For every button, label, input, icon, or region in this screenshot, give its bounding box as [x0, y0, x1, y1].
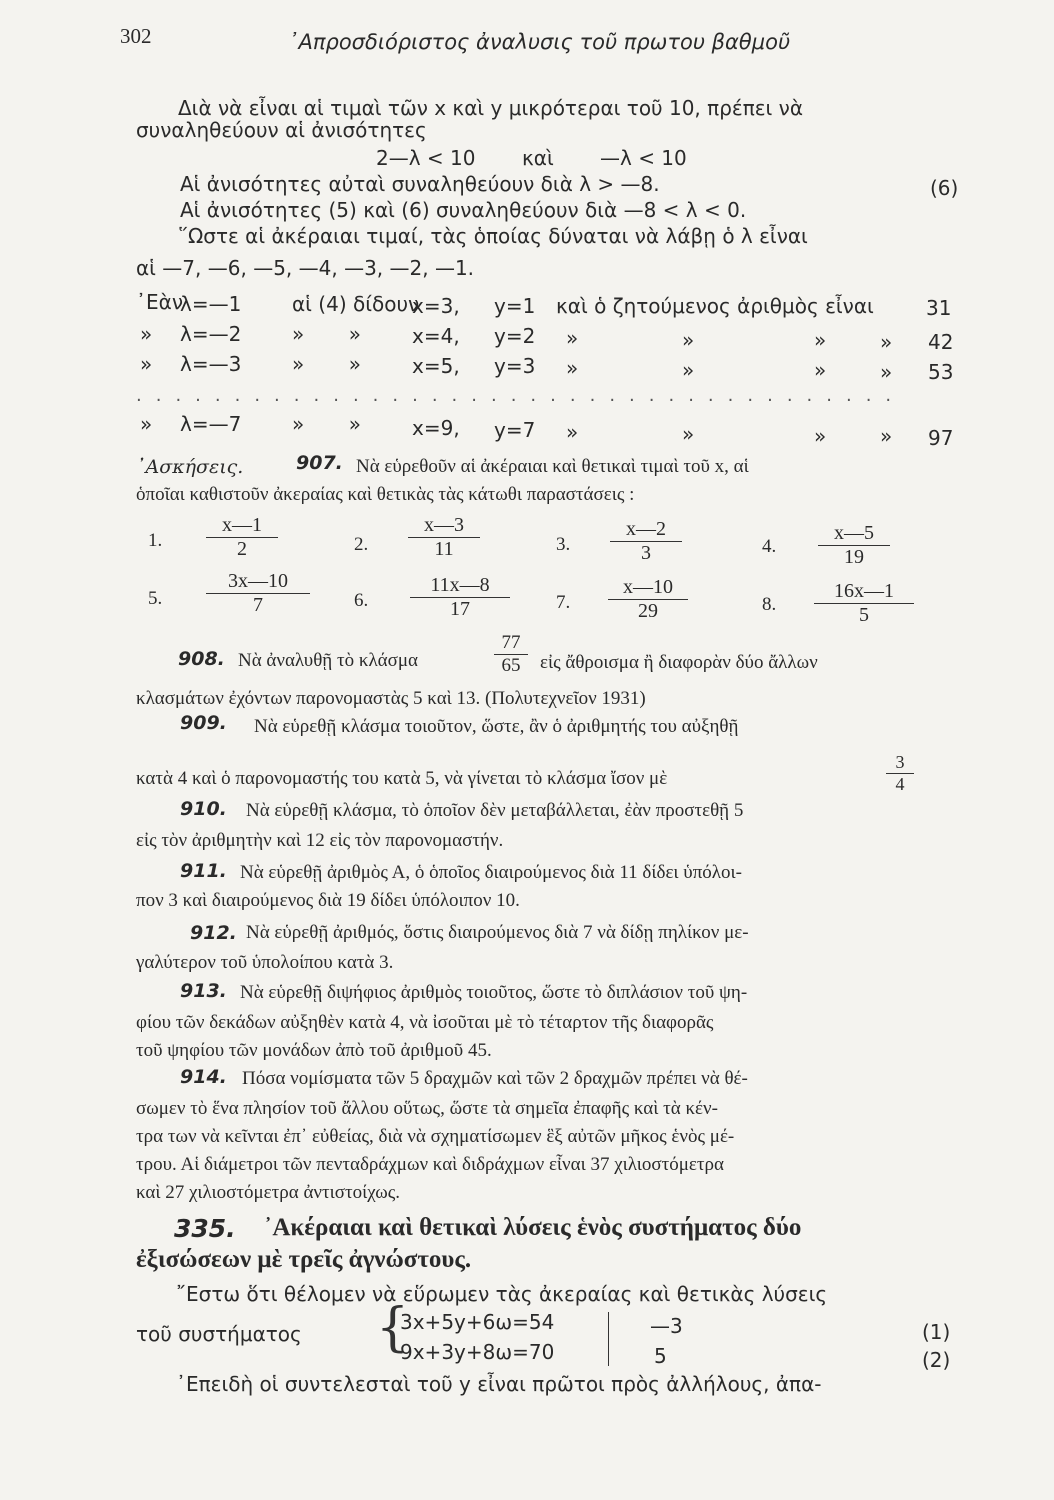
- row-ref: » »: [292, 322, 361, 346]
- equation: 9x+3y+8ω=70: [400, 1340, 555, 1364]
- fraction: [886, 752, 914, 795]
- section-body: ᾿Επειδὴ οἱ συντελεσταὶ τοῦ y εἶναι πρῶτοι πρὸς ἀλλήλους, ἀπα-: [176, 1372, 822, 1396]
- exercise-text: καὶ 27 χιλιοστόμετρα ἀντιστοίχως.: [136, 1182, 401, 1203]
- exercise-text: κατὰ 4 καὶ ὁ παρονομαστής του κατὰ 5, νὰ γίνεται τὸ κλάσμα ἴσον μὲ: [136, 768, 668, 789]
- section-number: 335.: [174, 1214, 236, 1243]
- section-body: ῎Εστω ὅτι θέλομεν νὰ εὕρωμεν τὰς ἀκεραίας καὶ θετικὰς λύσεις: [176, 1282, 828, 1306]
- fraction: [410, 574, 510, 621]
- exercises-label: ᾿Ασκήσεις.: [136, 456, 244, 478]
- exercise-text: σωμεν τὸ ἕνα πλησίον τοῦ ἄλλου οὕτως, ὥστε τὰ σημεῖα ἐπαφῆς καὶ τὰ κέν-: [136, 1098, 718, 1119]
- row-lead: »: [140, 412, 153, 436]
- row-result: 42: [928, 330, 954, 354]
- exercise-text: Νὰ εὑρεθοῦν αἱ ἀκέραιαι καὶ θετικαὶ τιμαὶ τοῦ x, αἱ: [356, 456, 749, 477]
- item-index: 8.: [762, 594, 777, 615]
- row-lambda: λ=—2: [180, 322, 242, 346]
- row-y: y=3: [494, 354, 536, 378]
- row-ref: αἱ (4) δίδουν: [292, 292, 420, 316]
- row-ditto-2: »: [814, 358, 827, 382]
- fraction-denominator: 5: [859, 604, 869, 626]
- row-lambda: λ=—1: [180, 292, 242, 316]
- exercise-number: 910.: [180, 798, 227, 820]
- row-result: 97: [928, 426, 954, 450]
- fraction-denominator: 4: [895, 774, 905, 794]
- row-y: y=7: [494, 418, 536, 442]
- row-lead: »: [140, 352, 153, 376]
- row-tail: »: [566, 420, 579, 444]
- fraction: [206, 514, 278, 561]
- system-label: τοῦ συστήματος: [136, 1322, 302, 1346]
- row-ditto-1: »: [682, 328, 695, 352]
- fraction-denominator: 65: [501, 655, 521, 676]
- row-lambda: λ=—7: [180, 412, 242, 436]
- section-title: ἐξισώσεων μὲ τρεῖς ἀγνώστους.: [136, 1246, 472, 1273]
- fraction: [408, 514, 480, 561]
- item-index: 7.: [556, 592, 571, 613]
- exercise-text: Νὰ εὑρεθῇ διψήφιος ἀριθμὸς τοιοῦτος, ὥστε τὸ διπλάσιον τοῦ ψη-: [240, 982, 748, 1003]
- fraction-numerator: 77: [501, 632, 521, 653]
- exercise-text: γαλύτερον τοῦ ὑπολοίπου κατὰ 3.: [136, 952, 394, 973]
- row-ref: » »: [292, 352, 361, 376]
- row-y: y=2: [494, 324, 536, 348]
- exercise-number: 912.: [190, 922, 237, 944]
- equation-tag: (1): [922, 1320, 951, 1344]
- row-tail: καὶ ὁ ζητούμενος ἀριθμὸς εἶναι: [556, 294, 874, 318]
- exercise-number: 914.: [180, 1066, 227, 1088]
- exercise-number: 909.: [180, 712, 227, 734]
- intro-line-1: Διὰ νὰ εἶναι αἱ τιμαὶ τῶν x καὶ y μικρότεραι τοῦ 10, πρέπει νὰ: [178, 96, 804, 120]
- fraction-numerator: 3x—10: [228, 570, 288, 592]
- exercise-text: κλασμάτων ἐχόντων παρονομαστὰς 5 καὶ 13. (Πολυτεχνεῖον 1931): [136, 688, 646, 709]
- row-result: 31: [926, 296, 952, 320]
- row-x: x=9,: [412, 416, 460, 440]
- fraction: [206, 570, 310, 617]
- fraction-numerator: 11x—8: [430, 574, 490, 596]
- row-ditto-3: »: [880, 424, 893, 448]
- page-number: 302: [120, 24, 152, 48]
- multiplier-divider: [608, 1312, 609, 1366]
- row-result: 53: [928, 360, 954, 384]
- exercise-text: τρου. Αἱ διάμετροι τῶν πενταδράχμων καὶ διδράχμων εἶναι 37 χιλιοστόμετρα: [136, 1154, 724, 1175]
- fraction-denominator: 2: [237, 538, 247, 560]
- row-ditto-1: »: [682, 422, 695, 446]
- fraction-numerator: 3: [895, 752, 905, 772]
- exercise-text: Νὰ εὑρεθῇ κλάσμα τοιοῦτον, ὥστε, ἂν ὁ ἀριθμητής του αὐξηθῇ: [254, 716, 739, 737]
- ellipsis-row: ·······································: [136, 390, 906, 411]
- inequality-a: 2—λ < 10: [376, 146, 476, 170]
- intro-line-2: συναληθεύουν αἱ ἀνισότητες: [136, 118, 427, 142]
- item-index: 5.: [148, 588, 163, 609]
- row-ditto-2: »: [814, 328, 827, 352]
- exercise-text: τοῦ ψηφίου τῶν μονάδων ἀπὸ τοῦ ἀριθμοῦ 45.: [136, 1040, 492, 1061]
- exercise-text: εἰς τὸν ἀριθμητὴν καὶ 12 εἰς τὸν παρονομαστήν.: [136, 830, 504, 851]
- item-index: 3.: [556, 534, 571, 555]
- intro-line-7: αἱ —7, —6, —5, —4, —3, —2, —1.: [136, 256, 475, 280]
- fraction-denominator: 3: [641, 542, 651, 564]
- running-title: ᾿Απροσδιόριστος ἀναλυσις τοῦ πρωτου βαθμοῦ: [288, 30, 791, 54]
- exercise-text: Νὰ εὑρεθῇ ἀριθμὸς Α, ὁ ὁποῖος διαιρούμενος διὰ 11 δίδει ὑπόλοι-: [240, 862, 742, 883]
- fraction-numerator: x—1: [222, 514, 262, 536]
- fraction-numerator: x—5: [834, 522, 874, 544]
- fraction: [814, 580, 914, 627]
- exercise-number: 913.: [180, 980, 227, 1002]
- intro-line-5: Αἱ ἀνισότητες (5) καὶ (6) συναληθεύουν διὰ —8 < λ < 0.: [180, 198, 747, 222]
- fraction-denominator: 19: [844, 546, 864, 568]
- equation-tag-6: (6): [930, 176, 959, 200]
- exercise-text: τρα των νὰ κεῖνται ἐπ᾿ εὐθείας, διὰ νὰ σχηματίσωμεν ἓξ αὐτῶν μῆκος ἑνὸς μέ-: [136, 1126, 735, 1147]
- fraction-denominator: 7: [253, 594, 263, 616]
- section-title: ᾿Ακέραιαι καὶ θετικαὶ λύσεις ἑνὸς συστήματος δύο: [264, 1214, 802, 1241]
- row-ditto-3: »: [880, 360, 893, 384]
- exercise-text: φίου τῶν δεκάδων αὐξηθὲν κατὰ 4, νὰ ἰσοῦται μὲ τὸ τέταρτον τῆς διαφορᾶς: [136, 1012, 714, 1033]
- intro-line-6: ῞Ωστε αἱ ἀκέραιαι τιμαί, τὰς ὁποίας δύναται νὰ λάβῃ ὁ λ εἶναι: [178, 224, 808, 248]
- exercise-number: 907.: [296, 452, 343, 474]
- row-tail: »: [566, 326, 579, 350]
- exercise-text: Πόσα νομίσματα τῶν 5 δραχμῶν καὶ τῶν 2 δραχμῶν πρέπει νὰ θέ-: [242, 1068, 748, 1089]
- exercise-text: εἰς ἄθροισμα ἢ διαφορὰν δύο ἄλλων: [540, 652, 818, 673]
- equation-tag: (2): [922, 1348, 951, 1372]
- row-y: y=1: [494, 294, 536, 318]
- fraction: [818, 522, 890, 569]
- row-lead: »: [140, 322, 153, 346]
- system-brace: {: [376, 1298, 410, 1358]
- multiplier: 5: [654, 1344, 667, 1368]
- item-index: 6.: [354, 590, 369, 611]
- fraction: [608, 576, 688, 623]
- fraction-numerator: x—10: [623, 576, 673, 598]
- exercise-text: πον 3 καὶ διαιρούμενος διὰ 19 δίδει ὑπόλοιπον 10.: [136, 890, 520, 911]
- row-ditto-2: »: [814, 424, 827, 448]
- exercise-text: ὁποῖαι καθιστοῦν ἀκεραίας καὶ θετικὰς τὰς κάτωθι παραστάσεις :: [136, 484, 635, 505]
- fraction-numerator: x—3: [424, 514, 464, 536]
- row-tail: »: [566, 356, 579, 380]
- fraction: [610, 518, 682, 565]
- exercise-text: Νὰ ἀναλυθῇ τὸ κλάσμα: [238, 650, 418, 671]
- intro-line-4: Αἱ ἀνισότητες αὐταὶ συναληθεύουν διὰ λ > —8.: [180, 172, 660, 196]
- multiplier: —3: [650, 1314, 683, 1338]
- row-lead: ᾿Εὰν: [136, 290, 183, 314]
- item-index: 1.: [148, 530, 163, 551]
- row-lambda: λ=—3: [180, 352, 242, 376]
- equation: 3x+5y+6ω=54: [400, 1310, 555, 1334]
- row-ref: » »: [292, 412, 361, 436]
- fraction-numerator: 16x—1: [834, 580, 894, 602]
- row-x: x=5,: [412, 354, 460, 378]
- fraction-denominator: 17: [450, 598, 470, 620]
- fraction: [494, 632, 528, 677]
- exercise-number: 908.: [178, 648, 225, 670]
- exercise-text: Νὰ εὑρεθῇ κλάσμα, τὸ ὁποῖον δὲν μεταβάλλεται, ἐὰν προστεθῇ 5: [246, 800, 744, 821]
- row-ditto-3: »: [880, 330, 893, 354]
- item-index: 2.: [354, 534, 369, 555]
- row-ditto-1: »: [682, 358, 695, 382]
- item-index: 4.: [762, 536, 777, 557]
- row-x: x=3,: [412, 294, 460, 318]
- fraction-denominator: 11: [434, 538, 454, 560]
- exercise-text: Νὰ εὑρεθῇ ἀριθμός, ὅστις διαιρούμενος διὰ 7 νὰ δίδῃ πηλίκον με-: [246, 922, 749, 943]
- exercise-number: 911.: [180, 860, 227, 882]
- inequality-b: —λ < 10: [600, 146, 687, 170]
- fraction-denominator: 29: [638, 600, 658, 622]
- inequality-and: καὶ: [522, 146, 554, 170]
- row-x: x=4,: [412, 324, 460, 348]
- fraction-numerator: x—2: [626, 518, 666, 540]
